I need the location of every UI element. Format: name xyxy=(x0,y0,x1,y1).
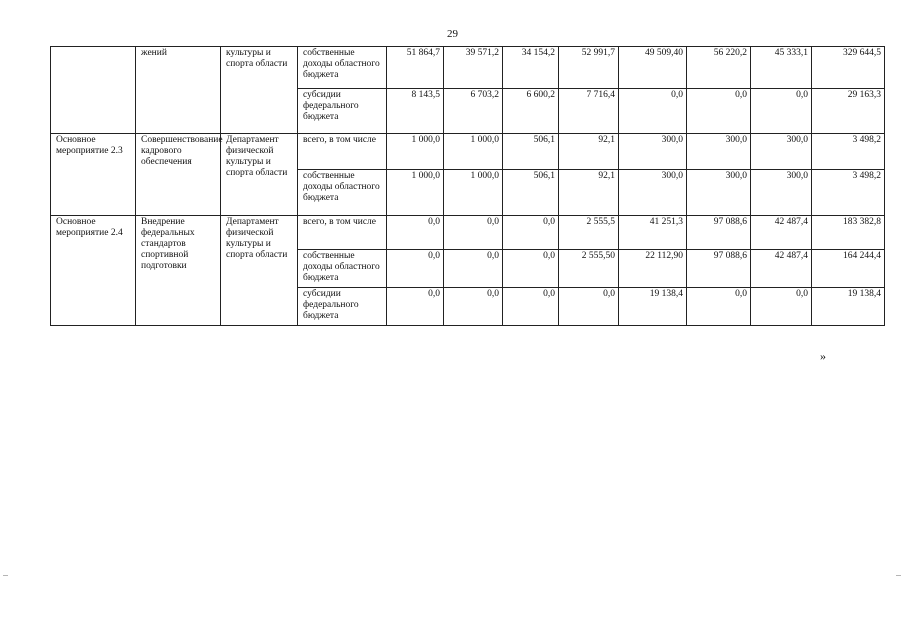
value-cell: 0,0 xyxy=(751,288,812,326)
value-cell: 97 088,6 xyxy=(687,250,751,288)
executor-cell: культуры и спорта области xyxy=(221,47,298,134)
value-cell: 49 509,40 xyxy=(619,47,687,89)
value-cell: 0,0 xyxy=(444,250,503,288)
value-cell: 1 000,0 xyxy=(444,134,503,170)
value-cell: 8 143,5 xyxy=(387,89,444,134)
closing-quote: » xyxy=(820,349,826,363)
funding-source-cell: всего, в том числе xyxy=(298,216,387,250)
value-cell: 0,0 xyxy=(387,250,444,288)
value-cell: 0,0 xyxy=(559,288,619,326)
value-cell: 300,0 xyxy=(751,170,812,216)
value-cell: 51 864,7 xyxy=(387,47,444,89)
value-cell: 2 555,50 xyxy=(559,250,619,288)
value-cell: 506,1 xyxy=(503,134,559,170)
total-cell: 164 244,4 xyxy=(812,250,885,288)
value-cell: 0,0 xyxy=(687,89,751,134)
total-cell: 329 644,5 xyxy=(812,47,885,89)
value-cell: 0,0 xyxy=(687,288,751,326)
total-cell: 3 498,2 xyxy=(812,170,885,216)
value-cell: 1 000,0 xyxy=(387,134,444,170)
value-cell: 506,1 xyxy=(503,170,559,216)
value-cell: 1 000,0 xyxy=(444,170,503,216)
total-cell: 29 163,3 xyxy=(812,89,885,134)
event-cell: Основное мероприятие 2.4 xyxy=(51,216,136,326)
funding-source-cell: собственные доходы областного бюджета xyxy=(298,250,387,288)
value-cell: 300,0 xyxy=(687,170,751,216)
total-cell: 3 498,2 xyxy=(812,134,885,170)
value-cell: 0,0 xyxy=(387,288,444,326)
value-cell: 300,0 xyxy=(687,134,751,170)
budget-table xyxy=(50,46,885,326)
event-title-cell: Внедрение федеральных стандартов спортивной подготовки xyxy=(136,216,221,326)
total-cell: 19 138,4 xyxy=(812,288,885,326)
page-number: 29 xyxy=(447,28,458,40)
value-cell: 52 991,7 xyxy=(559,47,619,89)
table-row xyxy=(51,216,885,250)
value-cell: 300,0 xyxy=(619,134,687,170)
funding-source-cell: субсидии федерального бюджета xyxy=(298,288,387,326)
value-cell: 42 487,4 xyxy=(751,250,812,288)
value-cell: 45 333,1 xyxy=(751,47,812,89)
funding-source-cell: собственные доходы областного бюджета xyxy=(298,170,387,216)
scan-edge-mark-right xyxy=(896,575,901,576)
event-title-cell: Совершенствование кадрового обеспечения xyxy=(136,134,221,216)
value-cell: 6 600,2 xyxy=(503,89,559,134)
value-cell: 92,1 xyxy=(559,170,619,216)
value-cell: 0,0 xyxy=(619,89,687,134)
table-row xyxy=(51,47,885,89)
value-cell: 0,0 xyxy=(444,288,503,326)
value-cell: 22 112,90 xyxy=(619,250,687,288)
scan-edge-mark-left xyxy=(3,575,8,576)
value-cell: 0,0 xyxy=(751,89,812,134)
value-cell: 0,0 xyxy=(444,216,503,250)
value-cell: 92,1 xyxy=(559,134,619,170)
funding-source-cell: всего, в том числе xyxy=(298,134,387,170)
value-cell: 41 251,3 xyxy=(619,216,687,250)
value-cell: 7 716,4 xyxy=(559,89,619,134)
value-cell: 0,0 xyxy=(387,216,444,250)
event-cell xyxy=(51,47,136,134)
value-cell: 2 555,5 xyxy=(559,216,619,250)
value-cell: 39 571,2 xyxy=(444,47,503,89)
value-cell: 97 088,6 xyxy=(687,216,751,250)
value-cell: 1 000,0 xyxy=(387,170,444,216)
total-cell: 183 382,8 xyxy=(812,216,885,250)
event-cell: Основное мероприятие 2.3 xyxy=(51,134,136,216)
funding-source-cell: субсидии федерального бюджета xyxy=(298,89,387,134)
value-cell: 300,0 xyxy=(751,134,812,170)
value-cell: 6 703,2 xyxy=(444,89,503,134)
value-cell: 0,0 xyxy=(503,288,559,326)
value-cell: 0,0 xyxy=(503,216,559,250)
value-cell: 0,0 xyxy=(503,250,559,288)
value-cell: 300,0 xyxy=(619,170,687,216)
event-title-cell: жений xyxy=(136,47,221,134)
funding-source-cell: собственные доходы областного бюджета xyxy=(298,47,387,89)
value-cell: 42 487,4 xyxy=(751,216,812,250)
value-cell: 19 138,4 xyxy=(619,288,687,326)
value-cell: 56 220,2 xyxy=(687,47,751,89)
executor-cell: Департамент физической культуры и спорта области xyxy=(221,134,298,216)
value-cell: 34 154,2 xyxy=(503,47,559,89)
table-row xyxy=(51,134,885,170)
executor-cell: Департамент физической культуры и спорта области xyxy=(221,216,298,326)
